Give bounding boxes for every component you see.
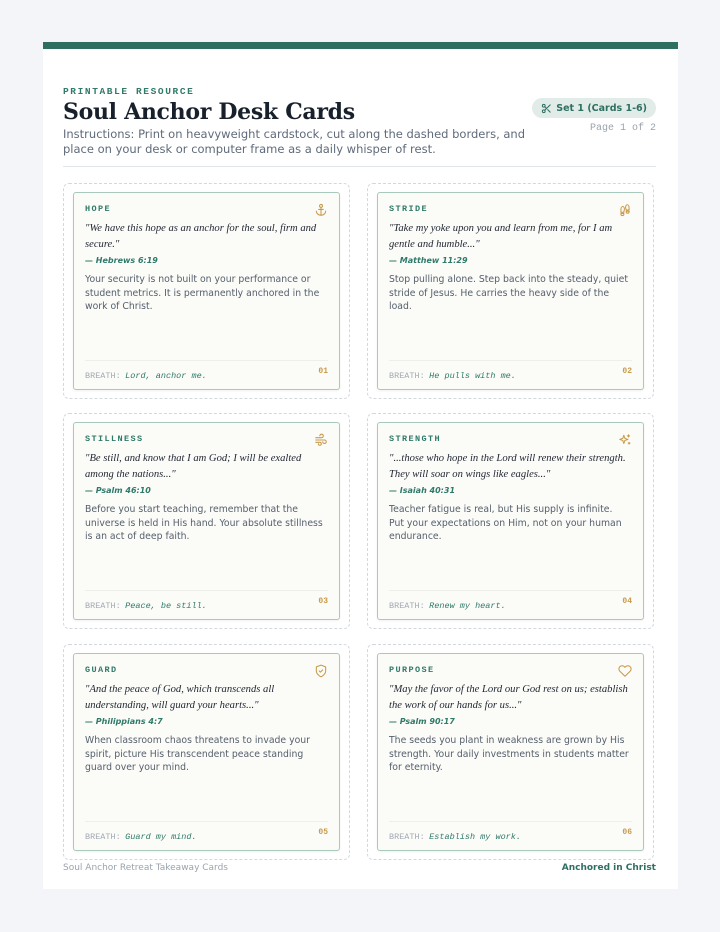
card-reference: — Isaiah 40:31	[389, 486, 456, 495]
card-reference: — Matthew 11:29	[389, 256, 468, 265]
scissors-icon	[541, 103, 552, 114]
card-body: Stop pulling alone. Step back into the steady, quiet stride of Jesus. He carries the heavy side of the load.	[389, 274, 628, 312]
page-number: Page 1 of 2	[589, 123, 656, 134]
card-number: 02	[622, 367, 632, 376]
shield-check-icon	[314, 664, 328, 678]
breath-label: BREATH:	[85, 601, 121, 611]
card-reference: — Psalm 46:10	[85, 486, 151, 495]
wind-icon	[314, 433, 328, 447]
card-quote: "Take my yoke upon you and learn from me, for I am gentle and humble..."	[389, 223, 613, 250]
card-quote: "And the peace of God, which transcends all understanding, will guard your hearts..."	[85, 684, 275, 711]
footer-caption: Soul Anchor Retreat Takeaway Cards	[63, 863, 228, 873]
breath-prayer: Establish my work.	[429, 832, 521, 842]
breath-label: BREATH:	[85, 371, 121, 381]
card-body: The seeds you plant in weakness are grown by His strength. Your daily investments in students matter for eternity.	[389, 735, 629, 773]
card-tag: STRIDE	[389, 204, 429, 214]
kicker: PRINTABLE RESOURCE	[63, 86, 195, 97]
card-footer	[85, 821, 328, 842]
card-number: 01	[318, 367, 328, 376]
breath-label: BREATH:	[85, 832, 121, 842]
card-number: 03	[318, 597, 328, 606]
printable-sheet	[43, 42, 678, 889]
anchor-icon	[314, 203, 328, 217]
sparkles-icon	[618, 433, 632, 447]
breath-prayer: Renew my heart.	[429, 601, 506, 611]
card-footer	[85, 590, 328, 611]
breath-prayer: He pulls with me.	[429, 371, 516, 381]
card-tag: STILLNESS	[85, 434, 144, 444]
set-badge	[532, 98, 656, 118]
card-footer	[389, 590, 632, 611]
set-badge-label: Set 1 (Cards 1-6)	[556, 102, 647, 114]
footer-tagline: Anchored in Christ	[561, 863, 656, 873]
cut-line	[367, 183, 654, 399]
card-grid	[63, 183, 656, 863]
desk-card	[73, 422, 340, 620]
card-tag: HOPE	[85, 204, 112, 214]
page-title: Soul Anchor Desk Cards	[63, 99, 355, 125]
header-divider	[63, 166, 656, 167]
card-tag: STRENGTH	[389, 434, 442, 444]
desk-card	[377, 653, 644, 851]
card-tag: PURPOSE	[389, 665, 435, 675]
breath-label: BREATH:	[389, 601, 425, 611]
card-quote: "Be still, and know that I am God; I will be exalted among the nations..."	[85, 453, 302, 480]
cut-line	[63, 183, 350, 399]
card-body: Your security is not built on your performance or student metrics. It is permanently anchored in the work of Christ.	[85, 274, 320, 312]
card-reference: — Hebrews 6:19	[85, 256, 158, 265]
card-quote: "May the favor of the Lord our God rest on us; establish the work of our hands for us..."	[389, 684, 628, 711]
card-footer	[85, 360, 328, 381]
breath-prayer: Lord, anchor me.	[125, 371, 207, 381]
cut-line	[367, 413, 654, 629]
instructions: Instructions: Print on heavyweight cardstock, cut along the dashed borders, and place on your desk or computer frame as a daily whisper of rest.	[63, 127, 526, 156]
desk-card	[377, 422, 644, 620]
breath-prayer: Guard my mind.	[125, 832, 197, 842]
card-body: Before you start teaching, remember that the universe is held in His hand. Your absolute stillness is an act of deep faith.	[85, 504, 323, 542]
card-tag: GUARD	[85, 665, 118, 675]
desk-card	[73, 653, 340, 851]
desk-card	[73, 192, 340, 390]
breath-prayer: Peace, be still.	[125, 601, 207, 611]
breath-label: BREATH:	[389, 832, 425, 842]
cut-line	[63, 413, 350, 629]
card-number: 04	[622, 597, 632, 606]
cut-line	[367, 644, 654, 860]
card-number: 05	[318, 828, 328, 837]
card-body: Teacher fatigue is real, but His supply is infinite. Put your expectations on Him, not on your human endurance.	[389, 504, 622, 542]
card-reference: — Psalm 90:17	[389, 717, 455, 726]
card-footer	[389, 360, 632, 381]
card-body: When classroom chaos threatens to invade your spirit, picture His transcendent peace standing guard over your mind.	[85, 735, 310, 773]
cut-line	[63, 644, 350, 860]
footprints-icon	[618, 203, 632, 217]
card-footer	[389, 821, 632, 842]
card-quote: "...those who hope in the Lord will renew their strength. They will soar on wings like eagles..."	[389, 453, 626, 480]
desk-card	[377, 192, 644, 390]
card-number: 06	[622, 828, 632, 837]
card-quote: "We have this hope as an anchor for the soul, firm and secure."	[85, 223, 317, 250]
card-reference: — Philippians 4:7	[85, 717, 163, 726]
breath-label: BREATH:	[389, 371, 425, 381]
heart-icon	[618, 664, 632, 678]
